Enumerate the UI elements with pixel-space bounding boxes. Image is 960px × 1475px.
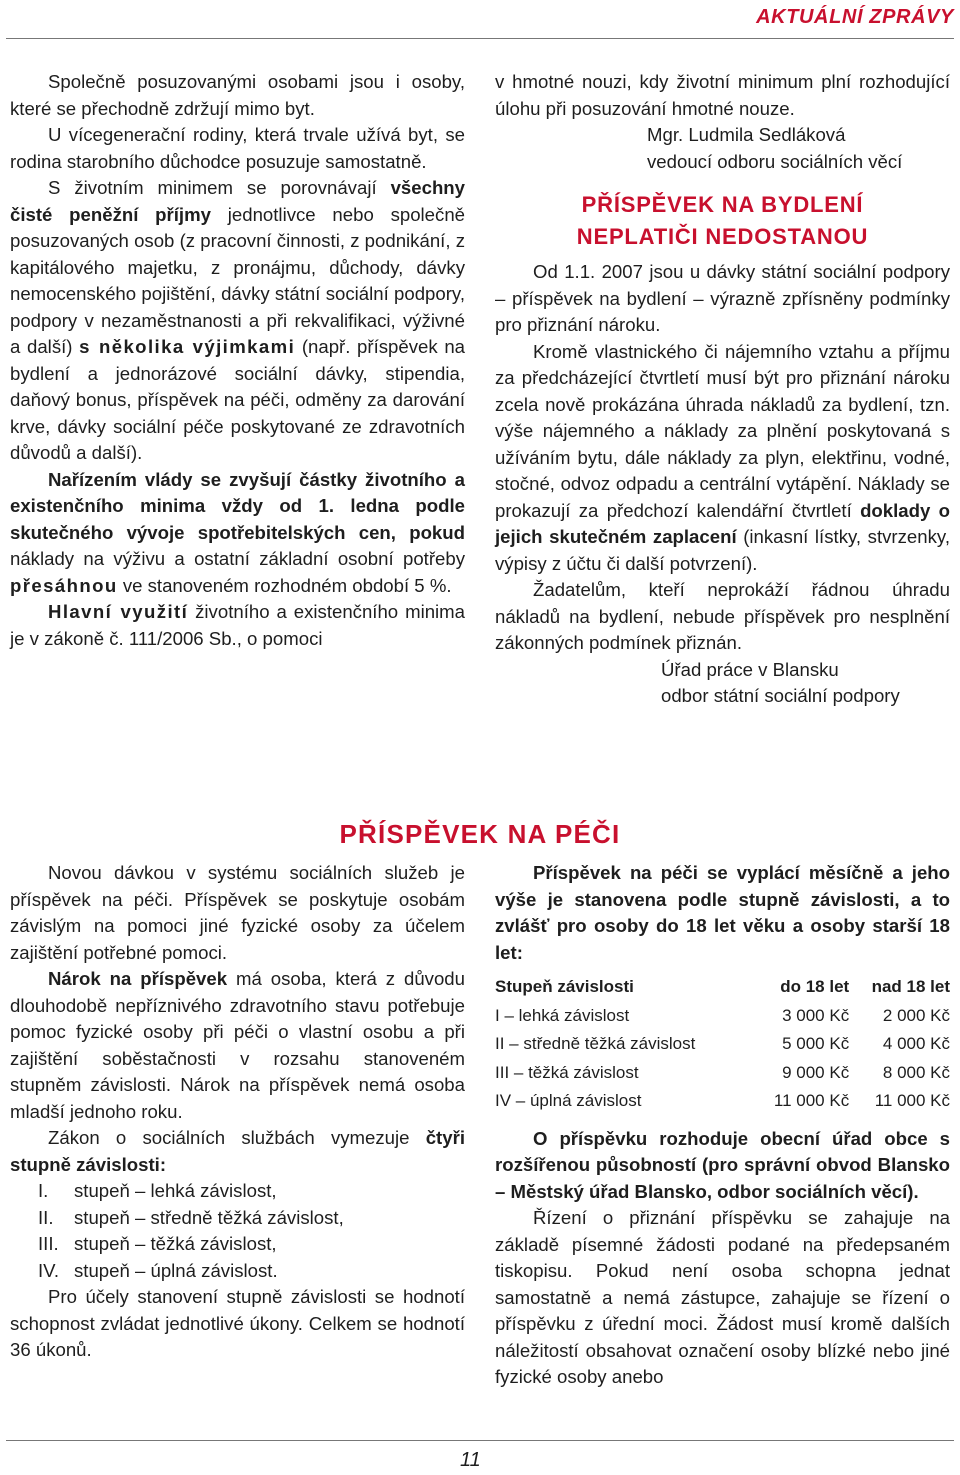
text-run: ve stanoveném rozhodném období 5 %.: [117, 574, 452, 596]
text-run: náklady na výživu a ostatní základní osobní potřeby: [10, 548, 465, 569]
top-left-column: [10, 69, 465, 652]
table-cell: IV – úplná závislost: [495, 1091, 642, 1110]
footer-rule: [6, 1440, 954, 1441]
emphasis: čtyři stupně závislosti:: [10, 1127, 465, 1175]
paragraph: [495, 339, 950, 578]
emphasis: všechny čisté peněžní příjmy: [10, 177, 465, 225]
paragraph: v hmotné nouzi, kdy životní minimum plní rozhodující úlohu při posuzování hmotné nouze.: [495, 71, 950, 119]
table-row: [495, 1002, 950, 1031]
paragraph: Od 1.1. 2007 jsou u dávky státní sociální podpory – příspěvek na bydlení – výrazně zpřísněny podmínky pro přiznání nároku.: [495, 261, 950, 335]
text-run: Zákon o sociálních službách vymezuje: [48, 1127, 426, 1148]
emphasis: Nárok na příspěvek: [48, 968, 228, 989]
table-cell: II – středně těžká závislost: [495, 1034, 696, 1053]
table-cell: 5 000 Kč: [782, 1034, 850, 1053]
table-cell: III – těžká závislost: [495, 1062, 639, 1082]
paragraph: Příspěvek na péči se vyplácí měsíčně a jeho výše je stanovena podle stupně závislosti, a to zvlášť pro osoby do 18 let věku a osoby starší 18 let:: [495, 862, 950, 963]
table-cell: I – lehká závislost: [495, 1005, 630, 1025]
allowance-table: [495, 973, 950, 1116]
list-item: [38, 1258, 465, 1285]
header-rule: [6, 38, 954, 39]
text-run: má osoba, která z důvodu dlouhodobě nepříznivého zdravotního stavu potřebuje pomoc fyzické osoby při péči o vlastní osobu a při zajištění soběstačnosti v rozsahu stanoveném stupněm závislosti. Nárok na příspěvek nemá osoba mladší jednoho roku.: [10, 968, 465, 1122]
table-cell: 3 000 Kč: [782, 1005, 850, 1025]
table-row: [495, 1059, 950, 1088]
list-text: stupeň – úplná závislost.: [74, 1259, 278, 1281]
emphasis: Hlavní využití: [48, 601, 189, 622]
paragraph: Žadatelům, kteří neprokáží řádnou úhradu nákladů na bydlení, nebude příspěvek pro nesplnění zákonných podmínek přiznán.: [495, 579, 950, 653]
emphasis: s několika výjimkami: [79, 336, 296, 357]
list-number: I.: [38, 1180, 49, 1201]
section-label: AKTUÁLNÍ ZPRÁVY: [756, 6, 954, 28]
table-row: [495, 1087, 950, 1116]
text-run: životního a existenčního minima je v zákoně č. 111/2006 Sb., o pomoci: [10, 601, 465, 649]
table-row: [495, 1030, 950, 1059]
list-item: [38, 1205, 465, 1232]
top-right-column: [495, 69, 950, 710]
article-heading: NEPLATIČI NEDOSTANOU: [576, 224, 869, 249]
text-run: S životním minimem se porovnávají: [48, 177, 391, 198]
list-text: stupeň – lehká závislost,: [74, 1180, 277, 1201]
table-header: do 18 let: [780, 977, 850, 996]
list-number: III.: [38, 1233, 59, 1254]
paragraph: [10, 599, 465, 652]
table-cell: 4 000 Kč: [882, 1034, 950, 1053]
text-run: (např. příspěvek na bydlení a jednorázové sociální dávky, stipendia, daňový bonus, příspěvek na péči, odměny za darování krve, dávky sociální péče poskytované ze zdravotních důvodů a další).: [10, 336, 466, 463]
table-header-row: [495, 973, 950, 1002]
signature-name: Mgr. Ludmila Sedláková: [647, 124, 846, 145]
paragraph: Společně posuzovanými osobami jsou i osoby, které se přechodně zdržují mimo byt.: [10, 71, 465, 119]
text-run: jednotlivce nebo společně posuzovaných osob (z pracovní činnosti, z podnikání, z kapitálového majetku, z pronájmu, důchody, dávky nemocenského pojištění, dávky státní sociální podpory, podpory v nezaměstnanosti a při rekvalifikaci, výživné a další): [10, 203, 465, 357]
paragraph: [10, 1125, 465, 1178]
table-cell: 11 000 Kč: [773, 1091, 850, 1110]
paragraph: [10, 467, 465, 600]
paragraph: O příspěvku rozhoduje obecní úřad obce s rozšířenou působností (pro správní obvod Blansko – Městský úřad Blansko, odbor sociálních věcí).: [495, 1127, 950, 1202]
article-heading: PŘÍSPĚVEK NA BYDLENÍ: [581, 192, 864, 217]
table-header: Stupeň závislosti: [495, 977, 634, 996]
bottom-left-column: [10, 860, 465, 1364]
table-cell: 8 000 Kč: [882, 1062, 950, 1082]
list-text: stupeň – těžká závislost,: [74, 1233, 277, 1254]
page-number: 11: [460, 1449, 481, 1471]
list-text: stupeň – středně těžká závislost,: [74, 1206, 344, 1228]
list-item: [38, 1178, 465, 1205]
paragraph: Pro účely stanovení stupně závislosti se hodnotí schopnost zvládat jednotlivé úkony. Celkem se hodnotí 36 úkonů.: [10, 1286, 465, 1360]
list-number: IV.: [38, 1259, 60, 1281]
paragraph: Řízení o přiznání příspěvku se zahajuje na základě písemné žádosti podané na předepsaném tiskopisu. Pokud není osoba schopna jednat samostatně a nemá zástupce, zahajuje se řízení o příspěvku z úřední moci. Žádost musí kromě dalších náležitostí obsahovat označení osoby blízké nebo jiné fyzické osoby anebo: [495, 1207, 950, 1387]
signature-line: Úřad práce v Blansku: [661, 658, 839, 680]
signature-role: vedoucí odboru sociálních věcí: [647, 150, 903, 172]
table-cell: 11 000 Kč: [874, 1091, 950, 1110]
list-item: [38, 1231, 465, 1258]
section-heading: PŘÍSPĚVEK NA PÉČI: [339, 819, 621, 849]
paragraph: [10, 966, 465, 1125]
bottom-right-column: [495, 860, 950, 1391]
text-run: Kromě vlastnického či nájemního vztahu a příjmu za předcházející čtvrtletí musí být pro přiznání nároku zcela nově prokázána úhrada nákladů za bydlení, tzn. výše nájemného a náklady za plnění poskytovaná s užíváním bytu, dále náklady za plyn, elektřinu, vodné, stočné, odvoz odpadu a centrální vytápění. Náklady se prokazují za předchozí kalendářní čtvrtletí: [495, 340, 950, 521]
dependency-levels-list: [38, 1178, 465, 1284]
table-cell: 2 000 Kč: [882, 1005, 950, 1025]
paragraph: Novou dávkou v systému sociálních služeb je příspěvek na péči. Příspěvek se poskytuje osobám závislým na pomoci jiné fyzické osoby za účelem zajištění potřebné pomoci.: [10, 862, 465, 963]
signature-line: odbor státní sociální podpory: [661, 685, 900, 706]
paragraph: U vícegenerační rodiny, která trvale užívá byt, se rodina starobního důchodce posuzuje samostatně.: [10, 124, 465, 172]
emphasis: doklady o jejich skutečném zaplacení: [495, 499, 950, 547]
table-cell: 9 000 Kč: [782, 1062, 850, 1082]
list-number: II.: [38, 1206, 54, 1228]
paragraph: [10, 175, 465, 467]
emphasis: Nařízením vlády se zvyšují částky životního a existenčního minima vždy od 1. ledna podle skutečného vývoje spotřebitelských cen, pokud: [10, 468, 465, 543]
emphasis: přesáhnou: [10, 574, 118, 596]
table-header: nad 18 let: [871, 977, 950, 996]
text-run: (inkasní lístky, stvrzenky, výpisy z účtu či další potvrzení).: [495, 526, 950, 574]
